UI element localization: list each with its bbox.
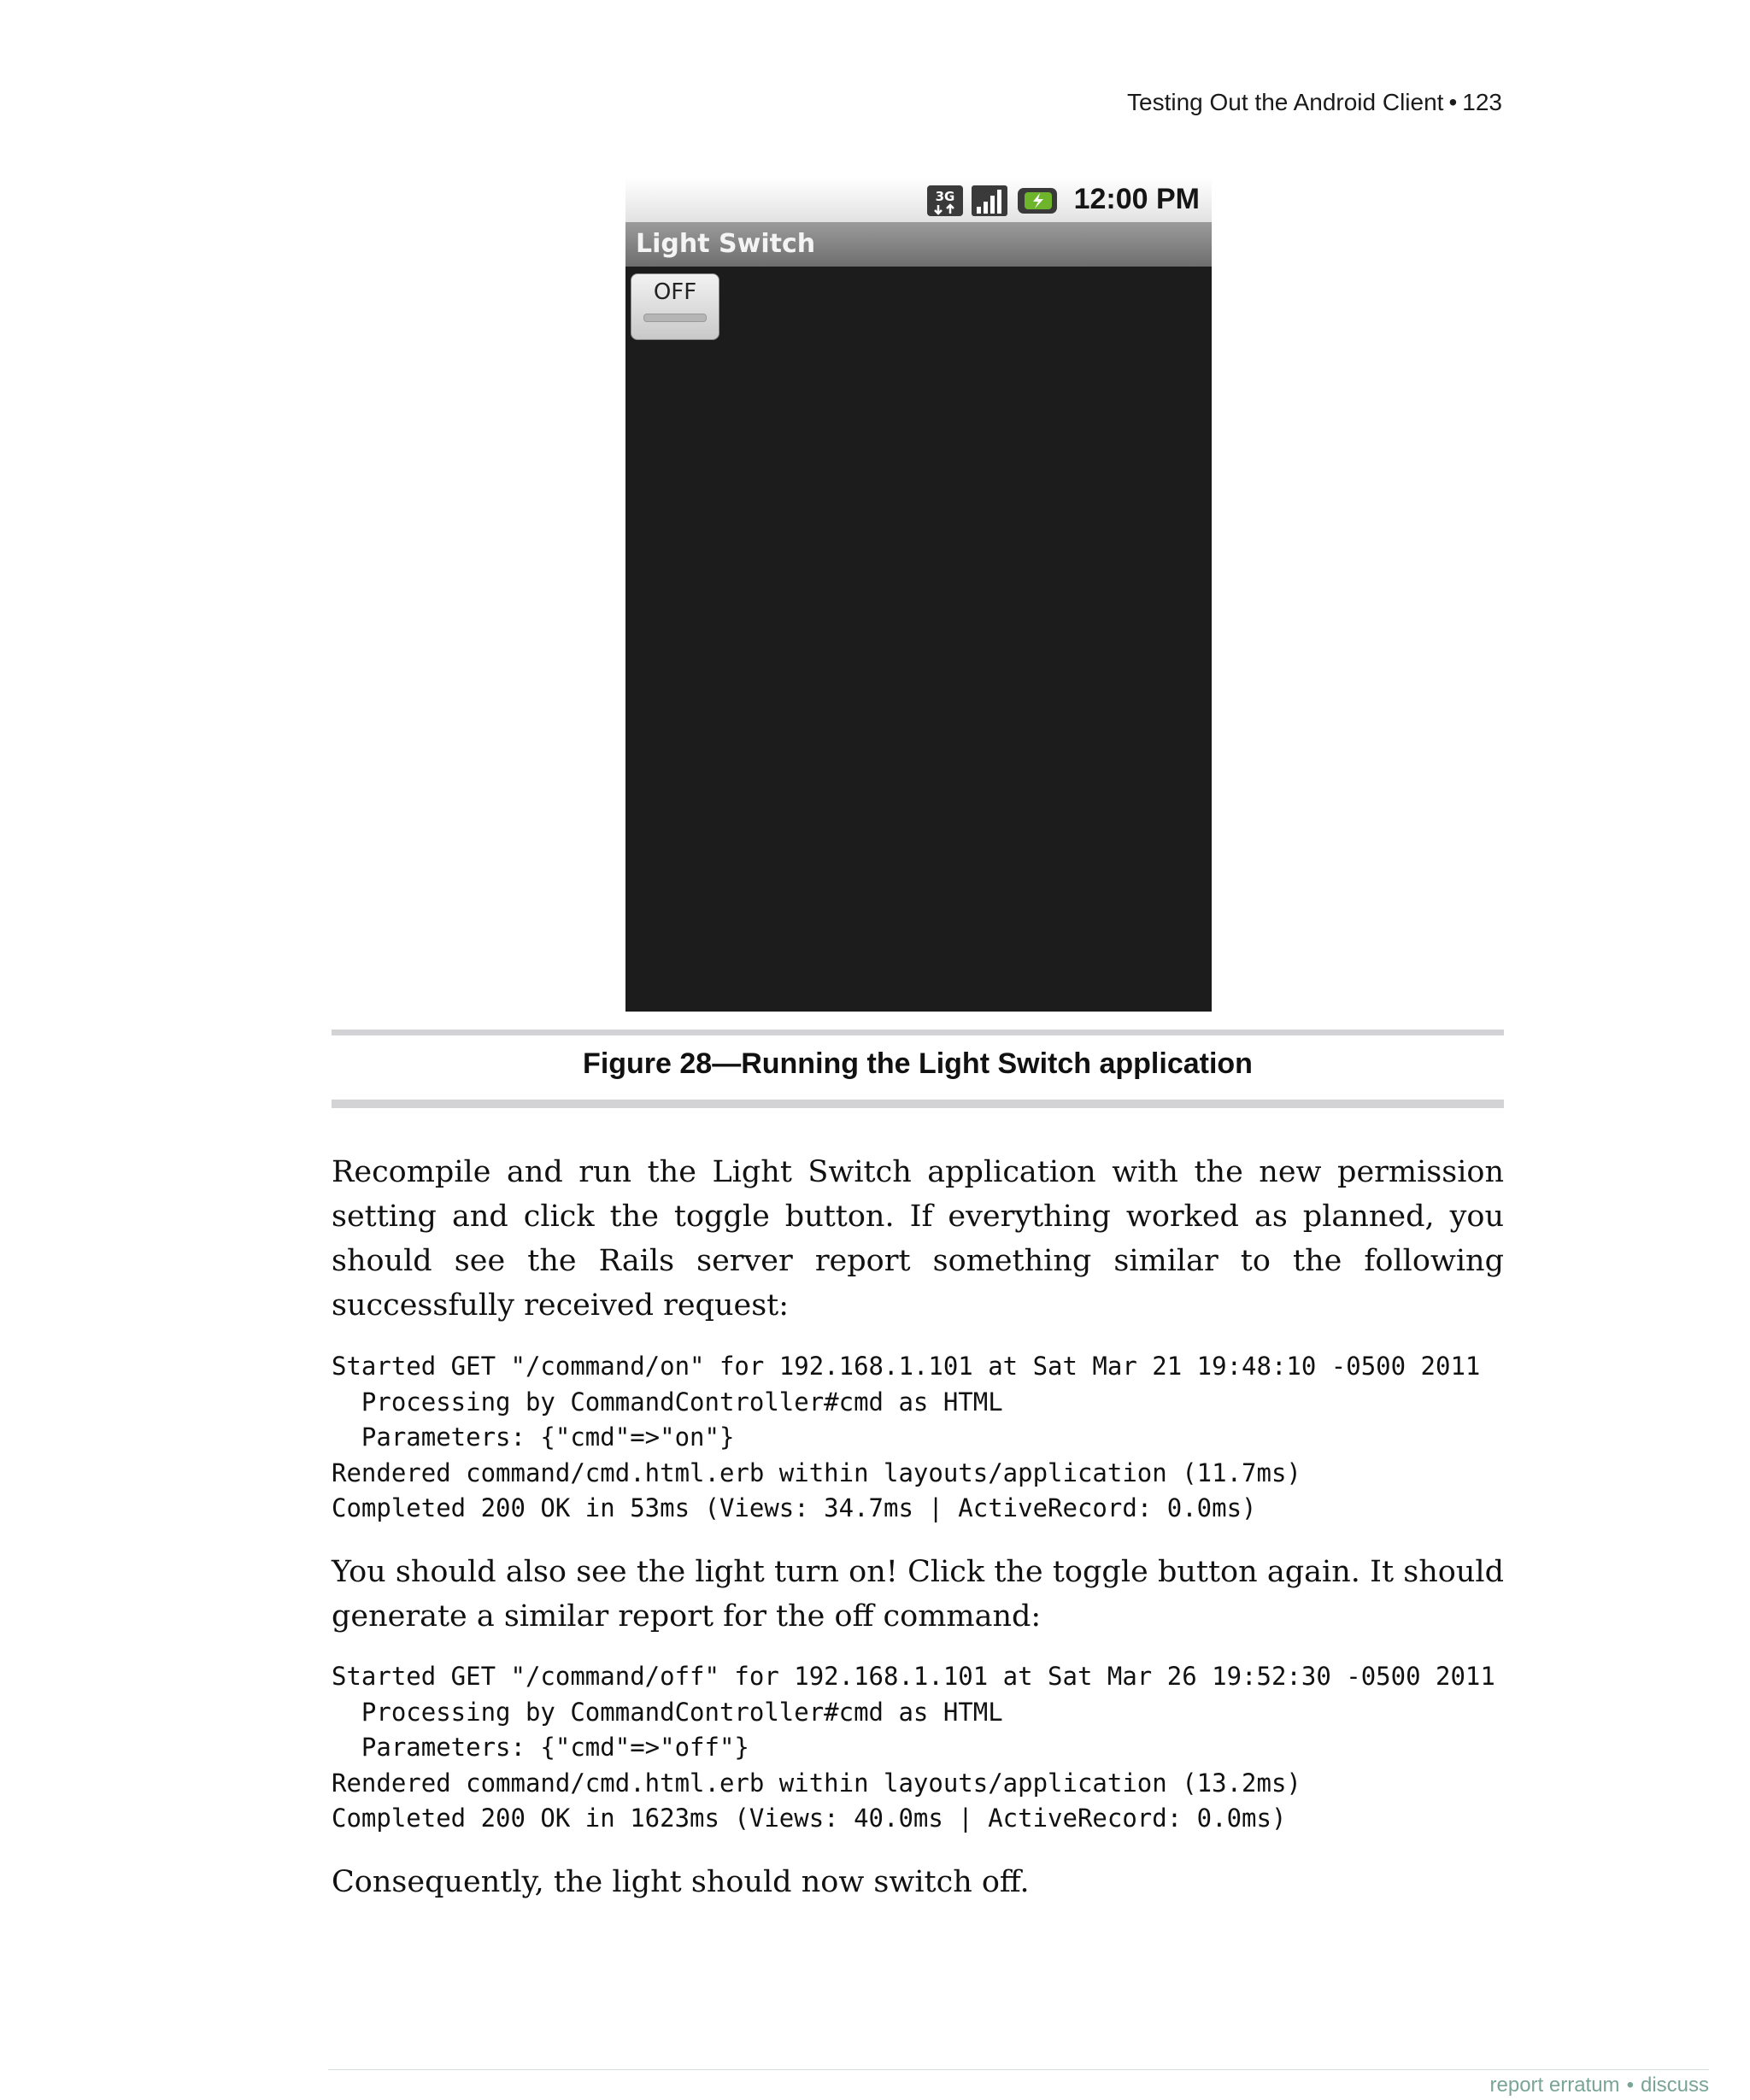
app-title-bar (625, 222, 1212, 267)
code-line: Parameters: {"cmd"=>"off"} (332, 1733, 749, 1762)
caption-rule-bottom (332, 1100, 1504, 1108)
app-title: Light Switch (636, 229, 816, 259)
figure-caption: Figure 28—Running the Light Switch application (583, 1047, 1253, 1080)
battery-charging-icon (1017, 185, 1058, 217)
code-line: Started GET "/command/off" for 192.168.1.101 at Sat Mar 26 19:52:30 -0500 2011 (332, 1662, 1495, 1691)
toggle-indicator-bar (643, 314, 707, 322)
network-badge-text: 3G (935, 189, 955, 204)
code-line: Completed 200 OK in 53ms (Views: 34.7ms | ActiveRecord: 0.0ms) (332, 1493, 1257, 1522)
footer-rule (328, 2069, 1709, 2070)
body-paragraph-3: Consequently, the light should now switch off. (332, 1865, 1030, 1899)
code-line: Started GET "/command/on" for 192.168.1.101 at Sat Mar 21 19:48:10 -0500 2011 (332, 1352, 1481, 1381)
code-line: Processing by CommandController#cmd as HTML (332, 1697, 1003, 1727)
status-bar (625, 178, 1212, 222)
toggle-button-label: OFF (653, 279, 697, 305)
running-title: Testing Out the Android Client (1127, 89, 1444, 115)
body-paragraph-2: You should also see the light turn on! Click the toggle button again. It should generate a similar report for the off command: (332, 1555, 1504, 1634)
network-3g-icon (926, 185, 964, 217)
caption-rule-top (332, 1029, 1504, 1035)
body-paragraph-1: Recompile and run the Light Switch application with the new permission setting and click the toggle button. If everything worked as planned, you should see the Rails server report something similar to the following successfully received request: (332, 1155, 1504, 1323)
running-head-bullet: • (1448, 89, 1458, 115)
android-screenshot (625, 178, 1212, 1012)
page-number: 123 (1462, 89, 1502, 115)
footer-links (1490, 2074, 1710, 2097)
footer-separator: • (1626, 2074, 1634, 2097)
code-block-off (332, 1659, 1545, 1837)
code-line: Parameters: {"cmd"=>"on"} (332, 1422, 735, 1452)
code-line: Completed 200 OK in 1623ms (Views: 40.0ms | ActiveRecord: 0.0ms) (332, 1804, 1287, 1833)
running-head (1127, 89, 1502, 116)
report-erratum-link[interactable]: report erratum (1489, 2074, 1620, 2097)
signal-strength-icon (971, 185, 1008, 217)
code-line: Rendered command/cmd.html.erb within layouts/application (13.2ms) (332, 1768, 1301, 1798)
code-line: Rendered command/cmd.html.erb within layouts/application (11.7ms) (332, 1458, 1301, 1487)
light-toggle-button[interactable] (631, 273, 719, 340)
status-bar-clock: 12:00 PM (1073, 183, 1200, 215)
discuss-link[interactable]: discuss (1640, 2074, 1709, 2097)
code-line: Processing by CommandController#cmd as HTML (332, 1387, 1003, 1417)
code-block-on (332, 1349, 1545, 1527)
